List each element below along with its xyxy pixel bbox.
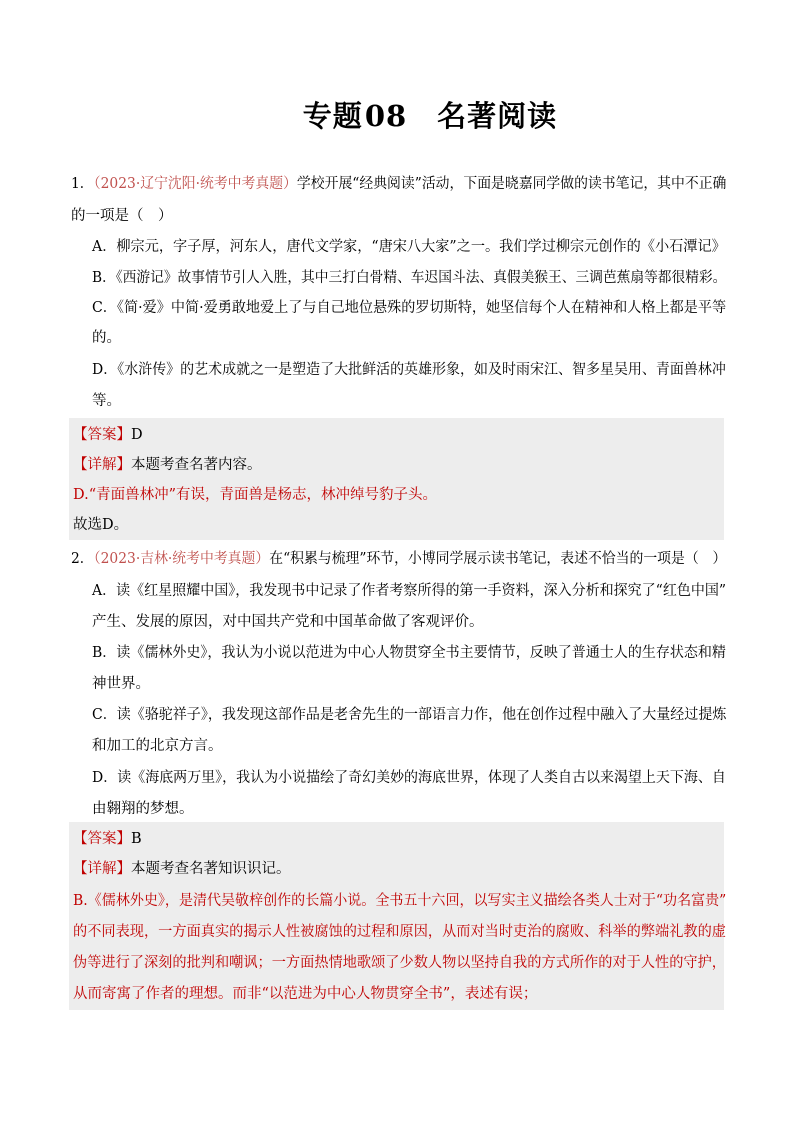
q1-detail: 【详解】本题考查名著内容。	[73, 457, 262, 473]
q2-option-b-line1: B．读《儒林外史》，我认为小说以范进为中心人物贯穿全书主要情节，反映了普通士人的生存状态和精	[92, 645, 726, 661]
q1-option-d-line2: 等。	[92, 393, 121, 409]
q1-stem-line1: 1．（2023·辽宁沈阳·统考中考真题）学校开展“经典阅读”活动，下面是晓嘉同学做的读书笔记，其中不正确	[71, 176, 727, 192]
q2-option-c-line1: C．读《骆驼祥子》，我发现这部作品是老舍先生的一部语言力作，他在创作过程中融入了大量经过提炼	[92, 707, 727, 723]
q2-detail: 【详解】本题考查名著知识识记。	[73, 861, 291, 877]
q2-answer: 【答案】B	[73, 831, 142, 847]
q2-option-d-line2: 由翱翔的梦想。	[92, 801, 194, 817]
q2-option-b-line2: 神世界。	[92, 676, 150, 692]
q1-explanation: D.“青面兽林冲”有误，青面兽是杨志，林冲绰号豹子头。	[73, 487, 438, 503]
q2-answer-block	[69, 822, 727, 1010]
q2-source: （2023·吉林·统考中考真题）	[93, 551, 270, 567]
q1-conclusion: 故选D。	[73, 517, 129, 533]
q1-stem-line2: 的一项是（ ）	[71, 208, 173, 224]
q2-explanation-line2: 的不同表现，一方面真实的揭示人性被腐蚀的过程和原因，从而对当时吏治的腐败、科举的弊端礼教的虚	[73, 924, 726, 940]
q1-source: （2023·辽宁沈阳·统考中考真题）	[93, 176, 297, 192]
q2-option-d-line1: D．读《海底两万里》，我认为小说描绘了奇幻美妙的海底世界，体现了人类自古以来渴望上天下海、自	[92, 770, 726, 786]
q1-option-d-line1: D．《水浒传》的艺术成就之一是塑造了大批鲜活的英雄形象，如及时雨宋江、智多星吴用、青面兽林冲	[92, 362, 726, 378]
q2-explanation-line4: 从而寄寓了作者的理想。而非“以范进为中心人物贯穿全书”，表述有误；	[73, 986, 538, 1002]
q1-option-a: A．柳宗元，字子厚，河东人，唐代文学家，“唐宋八大家”之一。我们学过柳宗元创作的《小石潭记》	[92, 239, 726, 255]
q1-option-c-line2: 的。	[92, 330, 121, 346]
q1-answer-block	[69, 418, 724, 540]
q2-option-a-line1: A．读《红星照耀中国》，我发现书中记录了作者考察所得的第一手资料，深入分析和探究了“红色中国”	[92, 583, 727, 599]
q2-option-a-line2: 产生、发展的原因，对中国共产党和中国革命做了客观评价。	[92, 614, 484, 630]
title-name: 名著阅读	[437, 99, 558, 133]
q1-option-c-line1: C．《简·爱》中简·爱勇敢地爱上了与自己地位悬殊的罗切斯特，她坚信每个人在精神和人格上都是平等	[92, 300, 727, 316]
q2-option-c-line2: 和加工的北京方言。	[92, 738, 223, 754]
q2-explanation-line3: 伪等进行了深刻的批判和嘲讽；一方面热情地歌颂了少数人物以坚持自我的方式所作的对于人性的守护，	[73, 955, 726, 971]
q2-stem-line1: 2．（2023·吉林·统考中考真题）在“积累与梳理”环节，小博同学展示读书笔记，表述不恰当的一项是（ ）	[71, 551, 727, 567]
page-title	[0, 94, 794, 135]
q1-option-b: B．《西游记》故事情节引人入胜，其中三打白骨精、车迟国斗法、真假美猴王、三调芭蕉扇等都很精彩。	[92, 270, 727, 286]
title-prefix: 专题	[302, 99, 363, 133]
q2-explanation-line1: B.《儒林外史》，是清代吴敬梓创作的长篇小说。全书五十六回，以写实主义描绘各类人士对于“功名富贵”	[73, 893, 727, 909]
q1-answer: 【答案】D	[73, 427, 143, 443]
title-number: 08	[364, 99, 408, 133]
